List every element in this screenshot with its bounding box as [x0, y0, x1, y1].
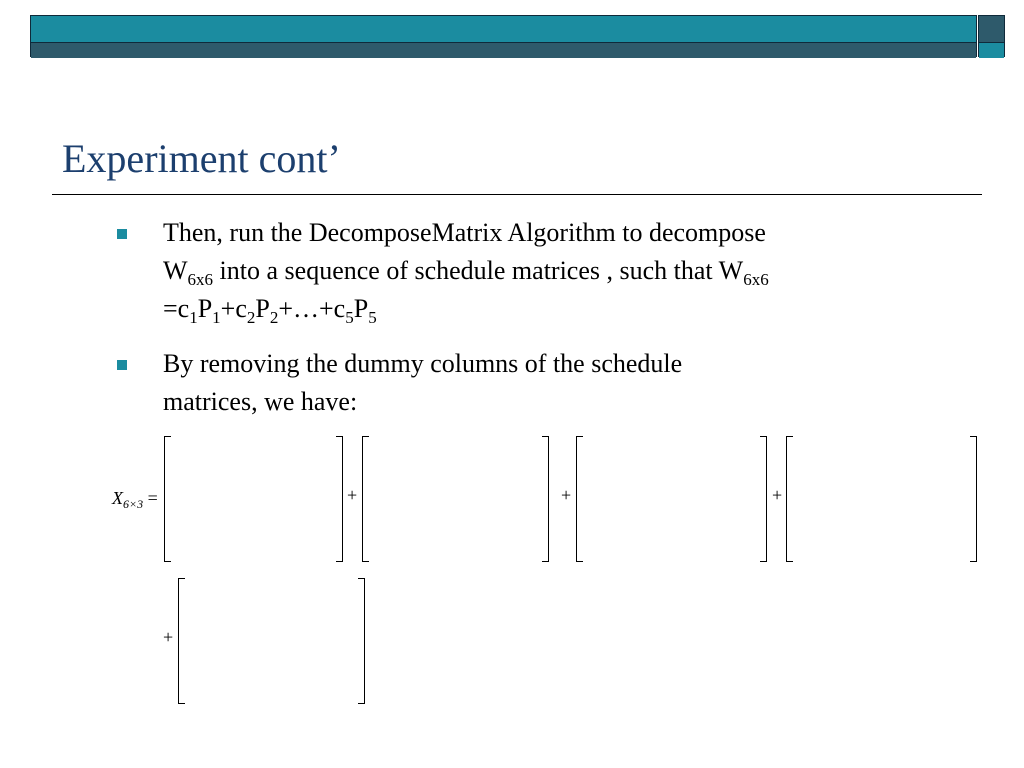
matrix-bracket-left [576, 436, 583, 562]
matrix-bracket-right [358, 578, 365, 704]
bullet-text-2: By removing the dummy columns of the schedule matrices, we have: [163, 349, 683, 416]
corner-decor-box [978, 15, 1005, 57]
matrix-bracket-right [336, 436, 343, 562]
bullet-marker-1 [117, 229, 127, 239]
matrix-bracket-right [760, 436, 767, 562]
plus-op-1: + [347, 485, 358, 505]
top-band-dark [31, 42, 976, 58]
matrix-bracket-left [786, 436, 793, 562]
matrix-bracket-right [542, 436, 549, 562]
lhs-label: $X_{6\times 3}$ = [112, 488, 158, 511]
plus-op-4: + [163, 627, 174, 647]
bullet-marker-2 [117, 360, 127, 370]
matrix-bracket-left [178, 578, 185, 704]
plus-op-2: + [561, 485, 572, 505]
matrix-bracket-right [970, 436, 977, 562]
corner-band-dark [979, 16, 1004, 42]
matrix-bracket-left [164, 436, 171, 562]
bullet-text-1: Then, run the DecomposeMatrix Algorithm to decompose $W_{6x6}$ into a sequence of schedule matrices , such that $W_{6x6}$ $=c_1P_1+c_2P_2+\dots+c_5P_5$ [163, 218, 769, 327]
matrix-bracket-left [362, 436, 369, 562]
corner-band-light [979, 42, 1004, 58]
slide-title: Experiment cont’ [62, 136, 341, 181]
top-band-light [31, 16, 976, 42]
title-divider [52, 194, 982, 195]
top-decor-bar [30, 15, 977, 57]
plus-op-3: + [772, 485, 783, 505]
